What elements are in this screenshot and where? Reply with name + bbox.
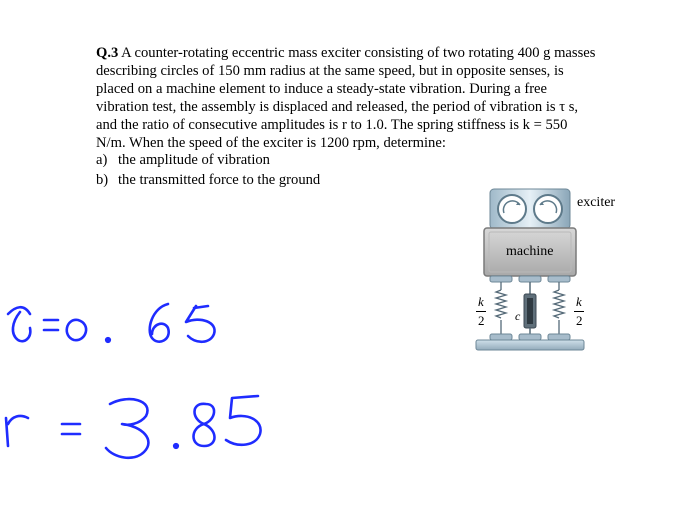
part-b-letter: b): [96, 172, 109, 188]
handwritten-r: [6, 416, 28, 446]
right-spring-k: k: [576, 294, 582, 309]
problem-line-5: and the ratio of consecutive amplitudes is r to 1.0. The spring stiffness is k = 550: [96, 117, 568, 133]
problem-line-4: vibration test, the assembly is displaced and released, the period of vibration is τ s,: [96, 99, 579, 115]
handwritten-six: [150, 304, 169, 342]
left-spring-k: k: [478, 294, 484, 309]
question-number: Q.3: [96, 45, 119, 61]
handwritten-decimal-1: [106, 338, 110, 342]
part-b-text: the transmitted force to the ground: [118, 172, 321, 188]
handwritten-decimal-2: [174, 444, 178, 448]
handwritten-tau: [8, 307, 30, 341]
right-spring-2: 2: [576, 313, 583, 328]
handwritten-zero: [67, 320, 86, 340]
left-spring-2: 2: [478, 313, 485, 328]
problem-line-3: placed on a machine element to induce a steady-state vibration. During a free: [96, 81, 548, 97]
handwritten-three: [106, 399, 148, 458]
handwritten-eight: [194, 404, 215, 446]
problem-line-2: describing circles of 150 mm radius at the same speed, but in opposite senses, is: [96, 63, 564, 79]
problem-line-6: N/m. When the speed of the exciter is 1200 rpm, determine:: [96, 135, 446, 151]
handwritten-equals-1: [44, 320, 58, 330]
part-a-letter: a): [96, 152, 108, 168]
part-a-text: the amplitude of vibration: [118, 152, 270, 168]
machine-label: machine: [506, 244, 554, 259]
exciter-label: exciter: [577, 195, 616, 210]
handwritten-five: [186, 306, 215, 342]
damper-c: c: [515, 309, 521, 323]
handwritten-equals-2: [62, 424, 80, 434]
problem-line-1: Q.3 A counter-rotating eccentric mass exciter consisting of two rotating 400 g masses: [96, 45, 596, 61]
handwritten-five-2: [226, 396, 261, 445]
